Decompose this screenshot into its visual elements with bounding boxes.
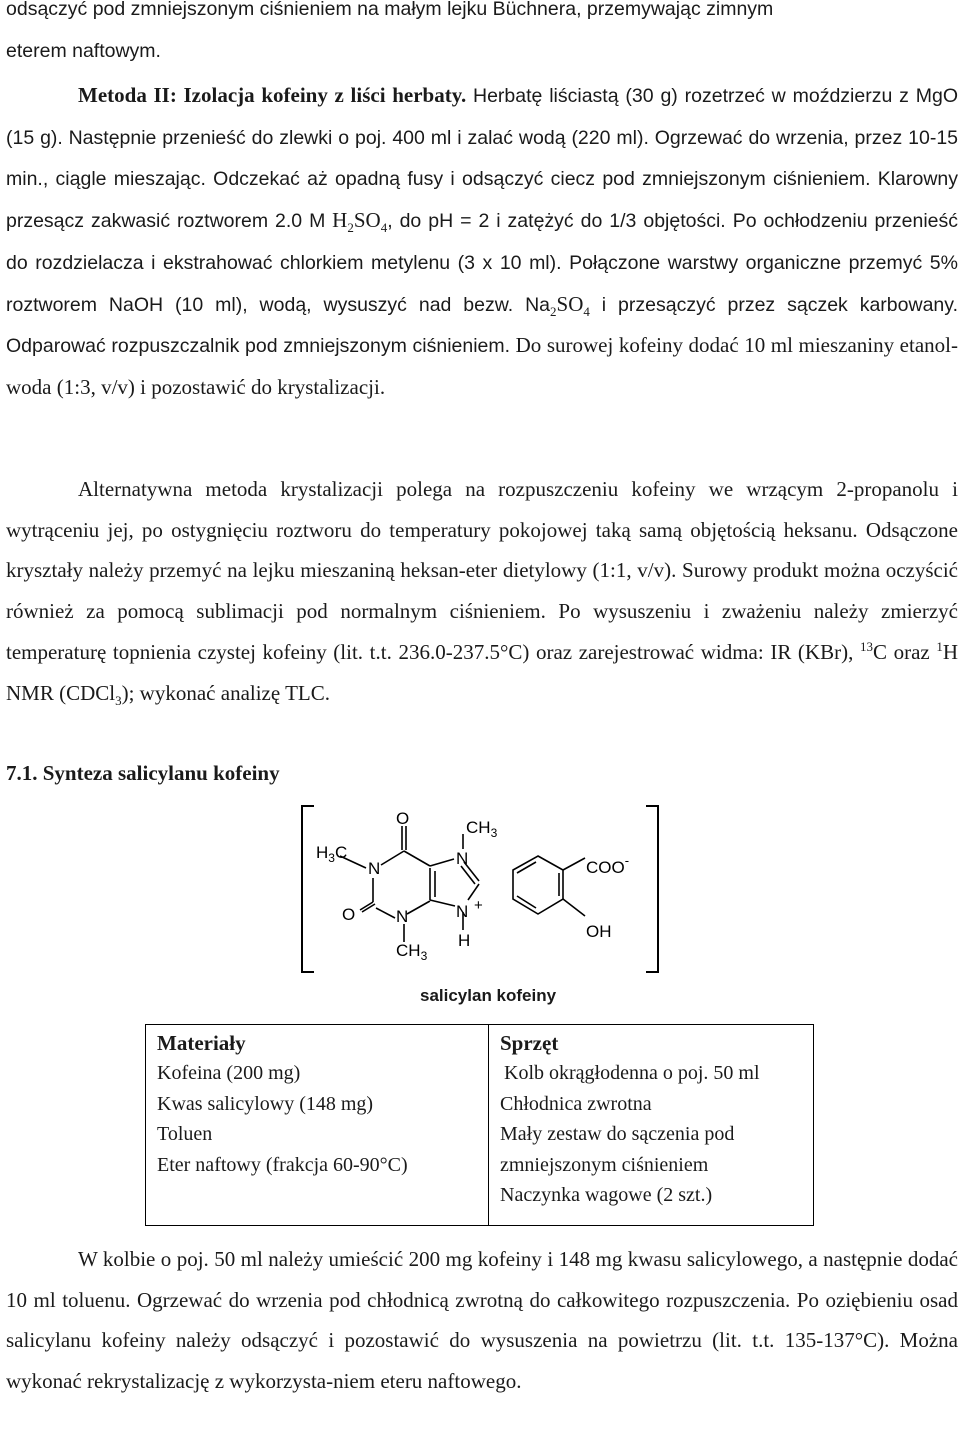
proton-1-sup: 1: [936, 638, 943, 654]
caffeine-bonds: [340, 826, 479, 942]
equipment-column: [488, 1025, 814, 1225]
alternative-method-paragraph: [6, 469, 958, 713]
alt-text-4: ); wykonać analizę TLC.: [121, 680, 330, 705]
equipment-item: Naczynka wagowe (2 szt.): [500, 1184, 713, 1206]
nitrogen-9-label: N: [456, 902, 469, 921]
material-item: Kofeina (200 mg): [157, 1062, 301, 1084]
sulfuric-acid-h: H: [332, 208, 348, 233]
material-item: Toluen: [157, 1123, 213, 1145]
material-item: Kwas salicylowy (148 mg): [157, 1092, 374, 1115]
left-bracket: [302, 806, 314, 972]
hydroxyl-label: OH: [586, 922, 612, 941]
method-2-text-6: Do surowej kofeiny dodać 10 ml mieszaniny etanol-woda (1:3, v/v) i pozostawić do krystalizacji.: [6, 333, 958, 399]
nitrogen-1-label: N: [368, 859, 381, 878]
nitrogen-7-label: N: [456, 849, 469, 868]
method-2-text-5: i przesączyć przez sączek karbowany. Odparować rozpuszczalnik pod zmniejszonym ciśnieniem.: [6, 293, 958, 358]
alt-text-3: H NMR (CDCl: [6, 639, 958, 705]
oxygen-top-label: O: [396, 809, 410, 828]
ch3-top-label: $CH_3$: [466, 818, 498, 840]
equipment-item: Mały zestaw do sączenia pod: [500, 1123, 735, 1145]
sodium-sulfate-sub-1: 2: [550, 303, 557, 319]
cdcl3-sub: 3: [115, 692, 122, 708]
procedure-paragraph: [6, 1239, 958, 1402]
equipment-header: Sprzęt: [500, 1031, 559, 1055]
intro-line-1: odsączyć pod zmniejszonym ciśnieniem na małym lejku Büchnera, przemywając zimnym: [6, 0, 774, 20]
right-bracket: [646, 806, 658, 972]
plus-charge-label: +: [474, 897, 483, 914]
oxygen-left-label: O: [342, 905, 356, 924]
benzene-ring: [513, 856, 585, 916]
sulfuric-acid-sub-2: 4: [380, 220, 388, 236]
structure-caption: salicylan kofeiny: [420, 986, 557, 1005]
equipment-item: Chłodnica zwrotna: [500, 1092, 652, 1115]
sodium-sulfate-so: SO: [556, 291, 584, 316]
method-2-text-1: Herbatę liściastą (30 g) rozetrzeć w moździerzu z MgO (15 g).: [6, 85, 959, 149]
material-item: Eter naftowy (frakcja 60-90°C): [157, 1153, 408, 1176]
h3c-label: $H_3C$: [316, 843, 348, 865]
sulfuric-acid-so: SO: [353, 208, 381, 233]
materials-header: Materiały: [157, 1031, 246, 1055]
equipment-item: Kolb okrągłodenna o poj. 50 ml: [504, 1062, 760, 1084]
caffeine-salicylate-structure: [280, 796, 680, 1016]
method-2-paragraph: [6, 75, 958, 408]
hydrogen-label: H: [458, 931, 471, 950]
carboxylate-label: COO-: [586, 853, 630, 877]
alt-text-1: Alternatywna metoda krystalizacji polega na rozpuszczeniu kofeiny we wrzącym 2-propanolu i wytrąceniu jej, po ostygnięciu roztworu do temperatury pokojowej taką samą objętością heksanu. Odsączone kryształy należy przemyć na lejku mieszaniną heksan-eter dietylowy (1:1, v/v). Surowy produkt można oczyścić również za pomocą sublimacji pod normalnym ciśnieniem. Po wysuszeniu i zważeniu należy zmierzyć temperaturę topnienia czystej kofeiny (lit. t.t. 236.0-237.5°C) oraz zarejestrować widma: IR (KBr),: [6, 477, 958, 664]
procedure-text: W kolbie o poj. 50 ml należy umieścić 200 mg kofeiny i 148 mg kwasu salicylowego, a następnie dodać 10 ml toluenu. Ogrzewać do wrzenia pod chłodnicą zwrotną do całkowitego rozpuszczenia. Po oziębieniu osad salicylanu kofeiny należy odsączyć i pozostawić do wysuszenia na powietrzu (lit. t.t. 135-137°C). Można wykonać rekrystalizację z wykorzysta-niem eteru naftowego.: [6, 1247, 958, 1394]
materials-column: [157, 1025, 477, 1180]
nitrogen-3-label: N: [396, 907, 409, 926]
intro-paragraph: [6, 0, 958, 71]
method-2-text-2: Następnie przenieść do zlewki o poj. 400 ml i zalać wodą (220 ml). Ogrzewać do wrzenia, przez 10-15 min., ciągle mieszając. Odczekać aż opadną fusy i odsączyć ciecz pod zmniejszonym ciśnieniem. Klarowny przesącz zakwasić roztworem 2.0 M: [6, 126, 959, 233]
materials-equipment-table: [145, 1024, 814, 1226]
section-heading: 7.1. Synteza salicylanu kofeiny: [6, 761, 280, 785]
method-2-text-4: , do pH = 2 i zatężyć do 1/3 objętości. Po ochłodzeniu przenieść do rozdzielacza i ekstrahować chlorkiem metylenu (3 x 10 ml). Połączone warstwy organiczne przemyć 5% roztworem NaOH (10 ml), wodą, wysuszyć nad bezw. Na: [6, 210, 959, 316]
equipment-item: zmniejszonym ciśnieniem: [500, 1153, 709, 1176]
sulfuric-acid-sub-1: 2: [347, 220, 354, 236]
ch3-bottom-label: $CH_3$: [396, 941, 428, 963]
carbon-13-sup: 13: [859, 638, 873, 654]
structure-diagram: [280, 796, 680, 986]
sodium-sulfate-sub-2: 4: [583, 303, 590, 319]
alt-text-2: C oraz: [872, 639, 937, 664]
method-2-label: Metoda II: Izolacja kofeiny z liści herbaty.: [78, 83, 467, 107]
intro-line-2: eterem naftowym.: [6, 39, 161, 62]
